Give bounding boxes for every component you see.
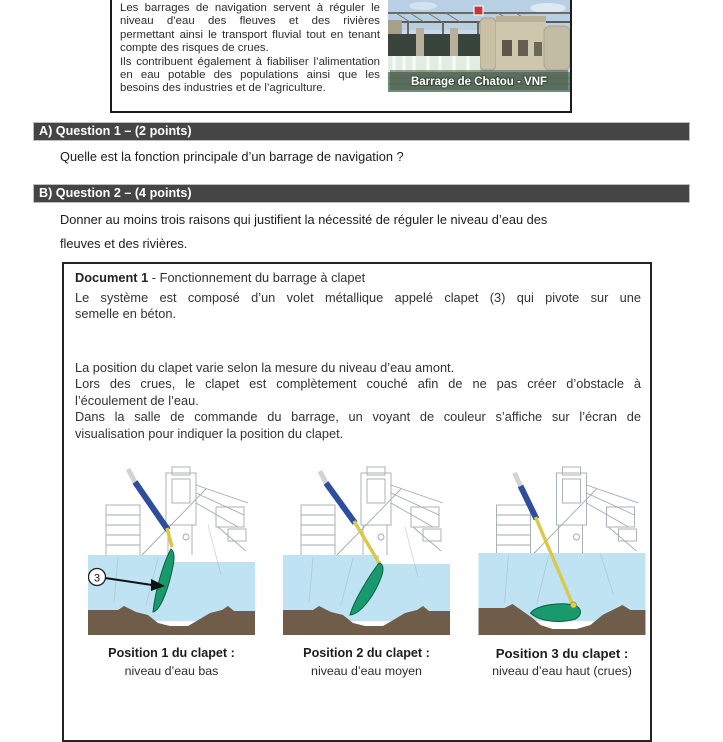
- document-1-title-bold: Document 1: [75, 270, 149, 285]
- intro-text-line: besoins des industries et de l’agriculture.: [120, 82, 326, 95]
- caption-title: Position 2 du clapet :: [303, 646, 430, 660]
- intro-text: [112, 0, 388, 111]
- document-1-box: [62, 262, 652, 742]
- paragraph-line: Le système est composé d’un volet métallique appelé clapet (3) qui pivote sur une: [75, 290, 641, 305]
- dam-photo-illustration: [388, 0, 570, 92]
- caption-position-1: [88, 646, 255, 678]
- document-1-title: [75, 270, 365, 285]
- diagram-captions: [88, 646, 646, 678]
- caption-position-3: [478, 646, 646, 678]
- photo-caption: Barrage de Chatou - VNF: [410, 76, 548, 88]
- caption-title: Position 3 du clapet :: [495, 646, 629, 661]
- diagram-position-1: [88, 463, 255, 637]
- diagram-position-2: [283, 463, 450, 637]
- paragraph-line: Lors des crues, le clapet est complètement couché afin de ne pas créer d’obstacle à: [75, 376, 641, 392]
- document-1-paragraph-1: [75, 290, 641, 322]
- caption-position-2: [283, 646, 450, 678]
- question-1-text: Quelle est la fonction principale d’un barrage de navigation ?: [60, 149, 404, 164]
- intro-text-line: Les barrages de navigation servent à réguler le: [120, 2, 380, 14]
- paragraph-line: visualisation pour indiquer la position du clapet.: [75, 425, 344, 441]
- question-2-line: Donner au moins trois raisons qui justifient la nécessité de réguler le niveau d’eau des: [60, 212, 548, 227]
- intro-text-line: permettant ainsi le transport fluvial tout en tenant: [120, 28, 380, 41]
- intro-text-line: niveau d’eau des fleuves et des rivières: [120, 15, 380, 28]
- paragraph-line: La position du clapet varie selon la mesure du niveau d’eau amont.: [75, 360, 455, 375]
- hydraulic-arm: [521, 486, 537, 519]
- section-header-question-1: A) Question 1 – (2 points): [33, 122, 690, 141]
- intro-text-line: en eau potable des populations ainsi que les: [120, 69, 380, 82]
- paragraph-line: Dans la salle de commande du barrage, un voyant de couleur s’affiche sur l’écran de: [75, 409, 641, 425]
- question-2-text: [60, 208, 660, 256]
- intro-text-line: compte des risques de crues.: [120, 42, 269, 55]
- caption-subtitle: niveau d’eau bas: [124, 664, 219, 678]
- clapet-number-label: 3: [93, 572, 101, 585]
- section-header-question-2: B) Question 2 – (4 points): [33, 184, 690, 203]
- document-1-title-rest: - Fonctionnement du barrage à clapet: [148, 270, 366, 285]
- caption-subtitle: niveau d’eau moyen: [311, 664, 422, 678]
- caption-subtitle: niveau d’eau haut (crues): [492, 664, 632, 678]
- intro-box: [110, 0, 572, 113]
- diagram-position-3: [478, 463, 646, 637]
- dam-photo: [388, 0, 570, 92]
- paragraph-line: semelle en béton.: [75, 305, 177, 321]
- paragraph-line: l’écoulement de l’eau.: [75, 392, 199, 408]
- piston-joint: [571, 602, 577, 608]
- question-2-line: fleuves et des rivières.: [60, 236, 188, 251]
- document-1-paragraph-2: [75, 360, 641, 442]
- clapet-diagrams: [88, 463, 646, 637]
- caption-title: Position 1 du clapet :: [108, 646, 235, 660]
- hydraulic-arm: [326, 483, 355, 523]
- intro-text-line: Ils contribuent également à fiabiliser l’alimentation: [120, 55, 380, 68]
